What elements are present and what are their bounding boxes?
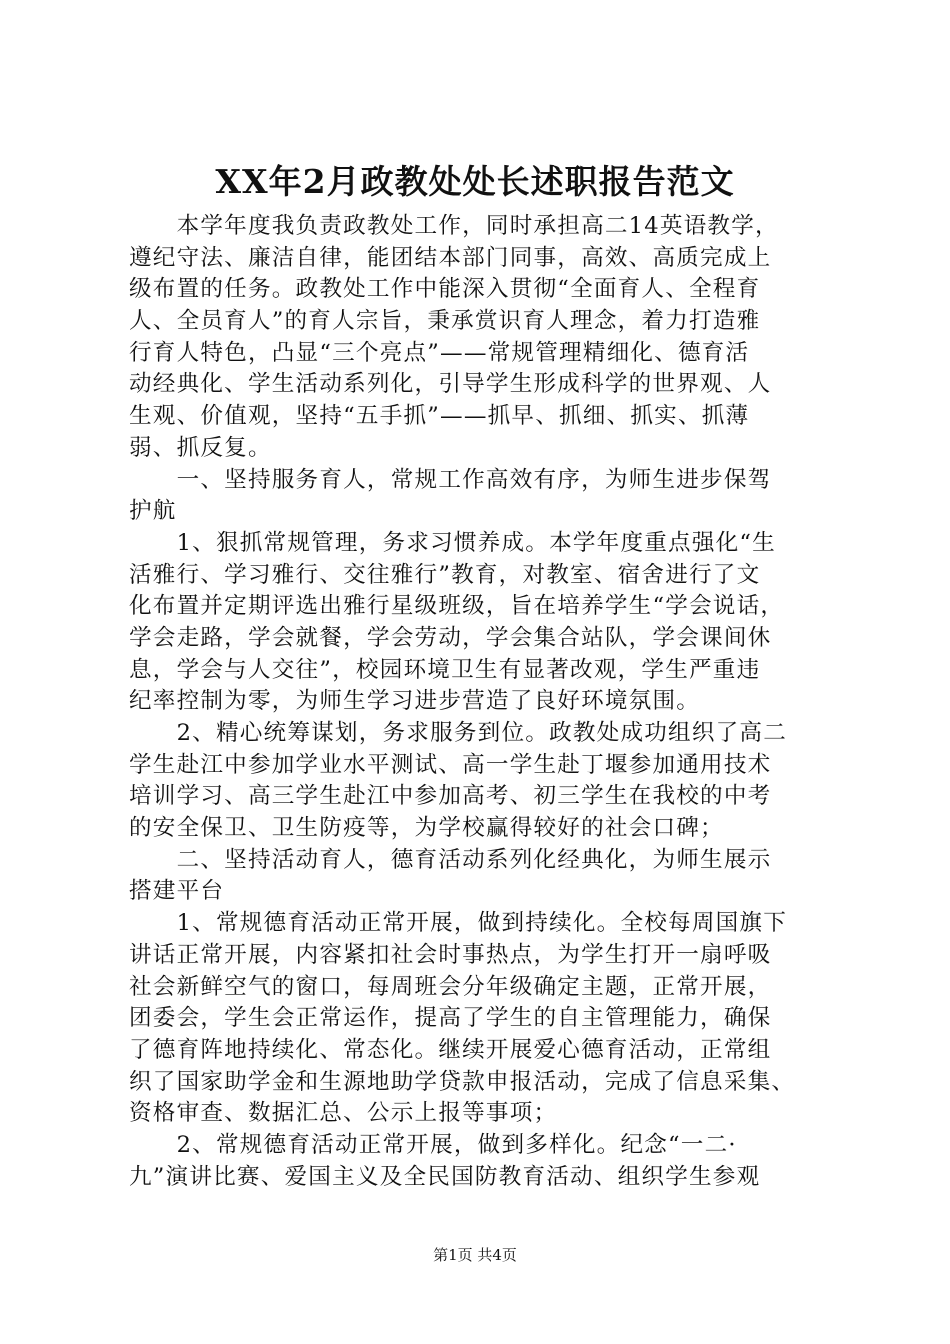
text-line: 学生赴江中参加学业水平测试、高一学生赴丁堰参加通用技术 [129, 751, 772, 778]
page-footer: 第1页 共4页 [433, 1246, 517, 1264]
text-line: 化布置并定期评选出雅行星级班级，旨在培养学生“学会说话， [129, 593, 785, 620]
document-title: XX年2月政教处处长述职报告范文 [215, 162, 735, 201]
text-line: 学会走路，学会就餐，学会劳动，学会集合站队，学会课间休 [129, 624, 772, 651]
text-line: 纪率控制为零，为师生学习进步营造了良好环境氛围。 [129, 688, 701, 715]
text-line: 一、坚持服务育人，常规工作高效有序，为师生进步保驾 [129, 466, 772, 493]
text-line: 弱、抓反复。 [129, 434, 272, 461]
text-line: 动经典化、学生活动系列化，引导学生形成科学的世界观、人 [129, 371, 772, 398]
text-line: 生观、价值观，坚持“五手抓”——抓早、抓细、抓实、抓薄 [129, 403, 750, 430]
text-line: 护航 [129, 498, 177, 525]
text-line: 息，学会与人交往”，校园环境卫生有显著改观，学生严重违 [129, 656, 761, 683]
document-body [129, 211, 829, 1193]
text-line: 培训学习、高三学生赴江中参加高考、初三学生在我校的中考 [129, 783, 772, 810]
text-line: 活雅行、学习雅行、交往雅行”教育，对教室、宿舍进行了文 [129, 561, 761, 588]
text-line: 1、狠抓常规管理，务求习惯养成。本学年度重点强化“生 [129, 529, 776, 556]
text-line: 二、坚持活动育人，德育活动系列化经典化，为师生展示 [129, 846, 772, 873]
text-line: 织了国家助学金和生源地助学贷款申报活动，完成了信息采集、 [129, 1068, 796, 1095]
text-line: 社会新鲜空气的窗口，每周班会分年级确定主题，正常开展， [129, 973, 772, 1000]
text-line: 九”演讲比赛、爱国主义及全民国防教育活动、组织学生参观 [129, 1163, 761, 1190]
text-line: 的安全保卫、卫生防疫等，为学校赢得较好的社会口碑； [129, 815, 724, 842]
text-line: 遵纪守法、廉洁自律，能团结本部门同事，高效、高质完成上 [129, 244, 772, 271]
text-line: 2、精心统筹谋划，务求服务到位。政教处成功组织了高二 [129, 720, 788, 746]
text-line: 本学年度我负责政教处工作，同时承担高二14英语教学， [129, 213, 779, 239]
text-line: 级布置的任务。政教处工作中能深入贯彻“全面育人、全程育 [129, 276, 761, 303]
text-line: 1、常规德育活动正常开展，做到持续化。全校每周国旗下 [129, 910, 788, 937]
text-line: 行育人特色，凸显“三个亮点”——常规管理精细化、德育活 [129, 339, 750, 366]
text-line: 资格审查、数据汇总、公示上报等事项； [129, 1100, 558, 1127]
text-line: 了德育阵地持续化、常态化。继续开展爱心德育活动，正常组 [129, 1036, 772, 1063]
text-line: 团委会，学生会正常运作，提高了学生的自主管理能力，确保 [129, 1005, 772, 1032]
text-line: 讲话正常开展，内容紧扣社会时事热点，为学生打开一扇呼吸 [129, 941, 772, 968]
text-line: 搭建平台 [129, 878, 225, 905]
text-line: 2、常规德育活动正常开展，做到多样化。纪念“一二· [129, 1131, 737, 1158]
text-line: 人、全员育人”的育人宗旨，秉承赏识育人理念，着力打造雅 [129, 308, 761, 335]
